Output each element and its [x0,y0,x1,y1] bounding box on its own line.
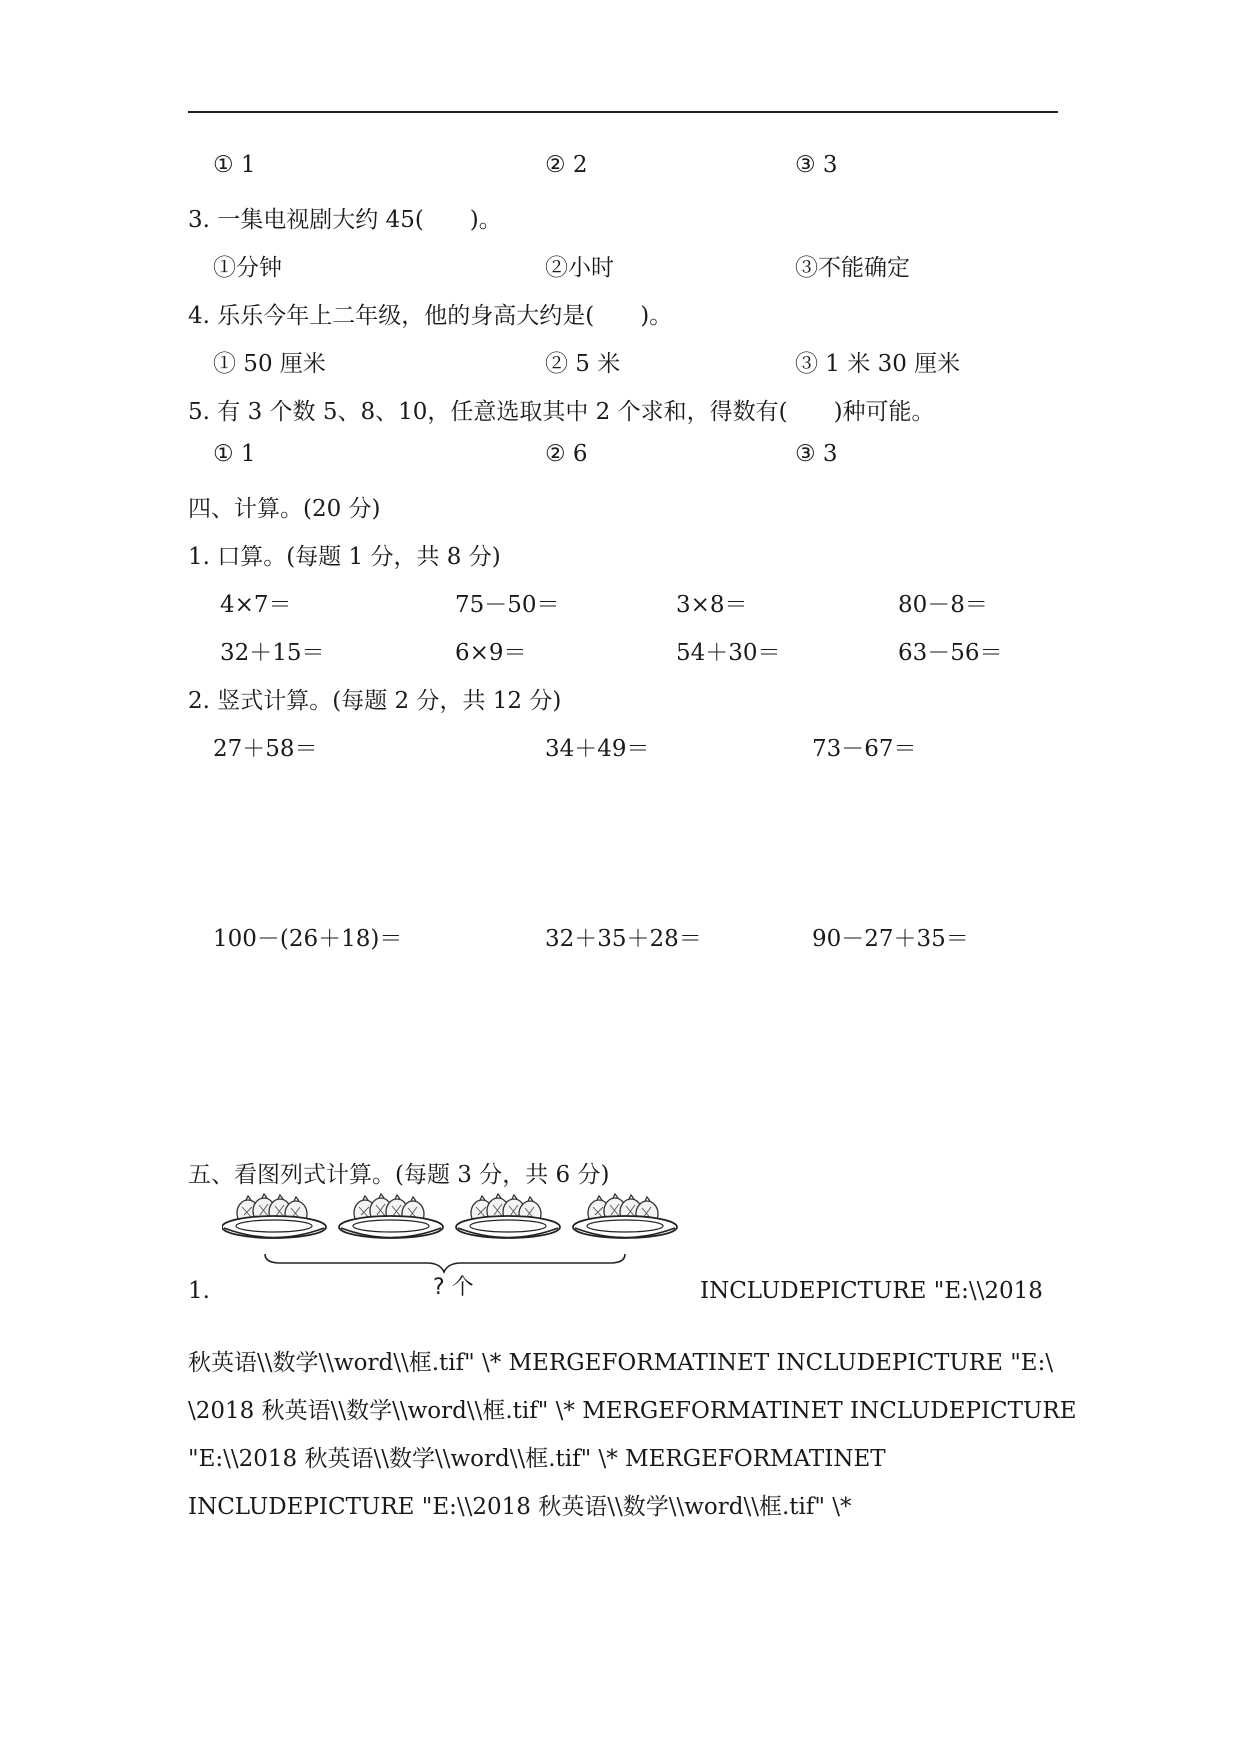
section5-title: 五、看图列式计算。(每题 3 分，共 6 分) [188,1162,610,1188]
q5-option-2: ② 6 [545,441,588,467]
q3-option-1: ①分钟 [213,255,282,281]
vertical-calc-4: 100－(26＋18)＝ [213,926,403,952]
vertical-calc-1: 27＋58＝ [213,736,318,762]
mental-math-5: 32＋15＝ [220,640,325,666]
mental-math-6: 6×9＝ [455,640,527,666]
mental-math-3: 3×8＝ [676,592,748,618]
section4-part2-title: 2. 竖式计算。(每题 2 分，共 12 分) [188,688,562,714]
q2-option-3: ③ 3 [795,152,838,178]
q5-option-1: ① 1 [213,441,256,467]
section4-title: 四、计算。(20 分) [188,496,381,522]
q5-option-3: ③ 3 [795,441,838,467]
section4-part1-title: 1. 口算。(每题 1 分，共 8 分) [188,544,501,570]
q5-text: 5. 有 3 个数 5、8、10，任意选取其中 2 个求和，得数有( )种可能。 [188,399,935,425]
q2-option-2: ② 2 [545,152,588,178]
q3-option-3: ③不能确定 [795,255,910,281]
field-code-line-1: INCLUDEPICTURE "E:\\2018 [700,1278,1043,1304]
vertical-calc-3: 73－67＝ [812,736,917,762]
q4-option-2: ② 5 米 [545,351,621,377]
vertical-calc-2: 34＋49＝ [545,736,650,762]
q4-option-1: ① 50 厘米 [213,351,326,377]
q4-option-3: ③ 1 米 30 厘米 [795,351,961,377]
q2-option-1: ① 1 [213,152,256,178]
header-rule [188,111,1058,113]
brace-label: ? 个 [433,1275,474,1300]
q3-text: 3. 一集电视剧大约 45( )。 [188,207,502,233]
mental-math-4: 80－8＝ [898,592,988,618]
field-code-line-2: 秋英语\\数学\\word\\框.tif" \* MERGEFORMATINET INCLUDEPICTURE "E:\ [188,1350,1054,1376]
field-code-line-3: \2018 秋英语\\数学\\word\\框.tif" \* MERGEFORMATINET INCLUDEPICTURE [188,1398,1077,1424]
vertical-calc-5: 32＋35＋28＝ [545,926,702,952]
mental-math-1: 4×7＝ [220,592,292,618]
mental-math-8: 63－56＝ [898,640,1003,666]
mental-math-2: 75－50＝ [455,592,560,618]
field-code-line-4: "E:\\2018 秋英语\\数学\\word\\框.tif" \* MERGEFORMATINET [188,1446,886,1472]
field-code-line-5: INCLUDEPICTURE "E:\\2018 秋英语\\数学\\word\\框.tif" \* [188,1494,852,1520]
mental-math-7: 54＋30＝ [676,640,781,666]
q4-text: 4. 乐乐今年上二年级，他的身高大约是( )。 [188,303,673,329]
section5-item-number: 1. [188,1278,210,1304]
q3-option-2: ②小时 [545,255,614,281]
vertical-calc-6: 90－27＋35＝ [812,926,969,952]
